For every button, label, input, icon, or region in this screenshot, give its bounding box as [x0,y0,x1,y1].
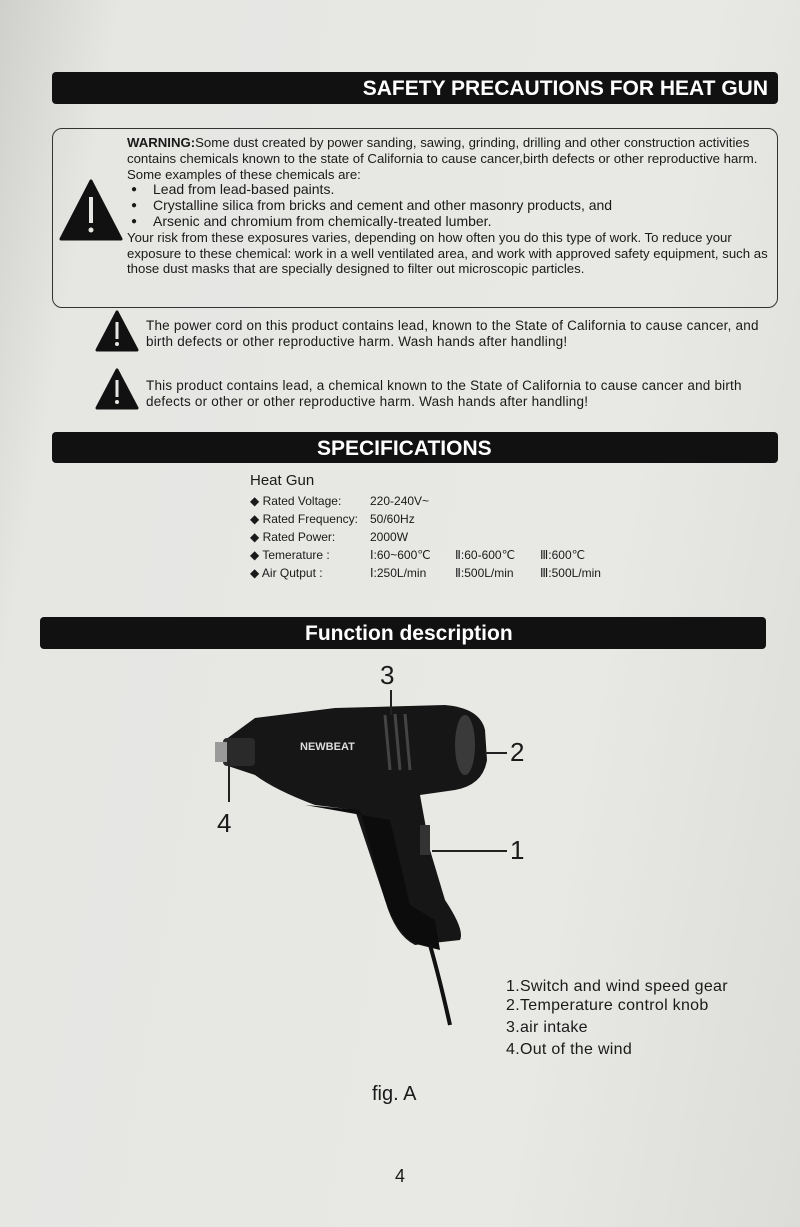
lead-cord-notice: The power cord on this product contains lead, known to the State of California to cause cancer, and birth defects or other reproductive harm. Wash hands after handling! [146,318,759,349]
warning-outro: Your risk from these exposures varies, depending on how often you do this type of work. To reduce your exposure to these chemical: work in a well ventilated area, and work with approved safety equipment, such as those dust masks that are specially designed to filter out microscopic particles. [127,229,768,277]
callout-2: 2 [510,737,525,767]
warning-box [52,128,778,308]
spec-key: ◆ Rated Power: [250,530,336,544]
brand-logo: NEWBEAT [300,741,355,753]
spec-key: ◆ Rated Frequency: [250,512,358,526]
function-legend [506,976,728,1061]
spec-key: ◆ Air Qutput : [250,566,323,580]
spec-value: 2000W [370,530,409,544]
spec-key: ◆ Temerature : [250,548,330,562]
bullet: ● Crystalline silica from bricks and cement and other masonry products, and [127,198,777,214]
safety-title: SAFETY PRECAUTIONS FOR HEAT GUN [362,77,768,100]
legend-item: 4.Out of the wind [506,1041,633,1058]
callout-line [485,752,507,754]
callout-1: 1 [510,835,525,865]
warning-triangle-icon [59,179,123,241]
warning-triangle-icon [95,310,139,352]
function-title-bar [40,617,766,649]
warning-label: WARNING: [127,135,196,150]
specs-list [250,472,625,582]
callout-line [228,760,230,802]
page-number: 4 [395,1166,406,1186]
callout-3: 3 [380,660,395,690]
spec-value: Ⅱ:500L/min [455,566,514,580]
warning-triangle-icon [95,368,139,410]
bullet: ● Lead from lead-based paints. [127,182,777,198]
spec-value: 220-240V~ [370,494,430,508]
spec-value: Ⅲ:600℃ [540,548,586,562]
function-title: Function description [305,622,513,645]
legend-item: 3.air intake [506,1019,588,1036]
callout-line [390,690,392,715]
warning-intro: Some dust created by power sanding, sawing, grinding, drilling and other construction activities contains chemicals known to the state of California to cause cancer,birth defects or other reproductive harm. Some examples of these chemicals are: [127,135,758,182]
spec-value: Ⅰ:60~600℃ [370,548,431,562]
legend-item: 1.Switch and wind speed gear [506,978,728,995]
lead-product-notice: This product contains lead, a chemical known to the State of California to cause cancer and birth defects or other or other reproductive harm. Wash hands after handling! [146,378,742,409]
product-name: Heat Gun [250,472,315,489]
callout-4: 4 [217,808,232,838]
safety-title-bar [52,72,778,104]
bullet: ● Arsenic and chromium from chemically-treated lumber. [127,214,777,230]
spec-value: 50/60Hz [370,512,415,526]
legend-item: 2.Temperature control knob [506,997,709,1014]
figure-caption: fig. A [372,1083,417,1105]
spec-key: ◆ Rated Voltage: [250,494,342,508]
specs-title: SPECIFICATIONS [317,437,492,460]
spec-value: Ⅰ:250L/min [370,566,427,580]
spec-value: Ⅲ:500L/min [540,566,601,580]
spec-value: Ⅱ:60-600℃ [455,548,516,562]
callout-line [432,850,507,852]
specs-title-bar [52,432,778,463]
heat-gun-illustration [215,690,515,1030]
